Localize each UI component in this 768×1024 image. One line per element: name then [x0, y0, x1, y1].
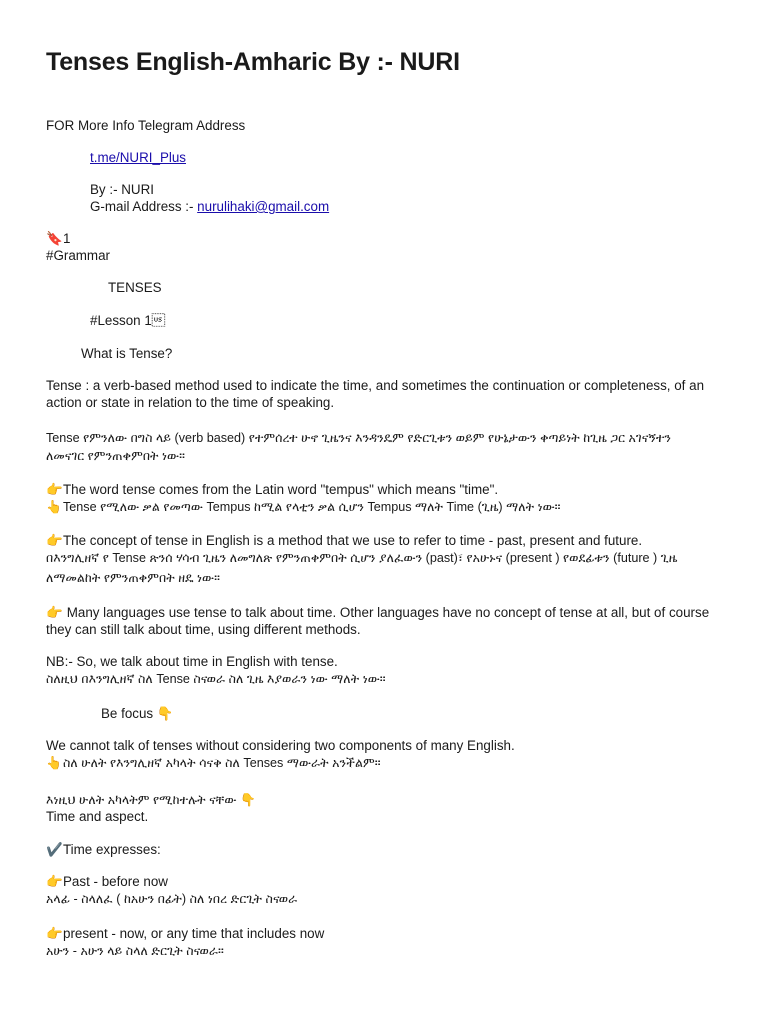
concept-en: The concept of tense in English is a method that we use to refer to time - past, present and future.: [63, 533, 643, 548]
pointing-up-icon: 👆: [46, 500, 62, 514]
lesson-label: #Lesson 1: [90, 313, 166, 328]
definition-am-line-2: ለመናገር የምንጠቀምበት ነው።: [46, 449, 186, 463]
concept-am-line-2: ለማመልከት የምንጠቀምበት ዘዴ ነው።: [46, 571, 220, 585]
past-en: Past - before now: [63, 874, 168, 889]
tenses-heading: TENSES: [108, 280, 162, 295]
components-am: ስለ ሁለት የእንግሊዘኛ አካላት ሳናቅ ስለ Tenses ማውራት አንችልም።: [63, 756, 381, 770]
bookmark-number: 1: [63, 231, 71, 246]
definition-en-line-1: Tense : a verb-based method used to indicate the time, and sometimes the continuation or completeness, of an: [46, 378, 705, 393]
present-en-row: [46, 925, 324, 942]
pointing-right-icon: 👉: [46, 926, 63, 941]
origin-en-row: [46, 481, 498, 498]
info-label: FOR More Info Telegram Address: [46, 118, 246, 133]
question: What is Tense?: [81, 346, 173, 361]
bookmark-icon: 🔖: [46, 231, 63, 246]
languages-line-2: they can still talk about time, using different methods.: [46, 622, 361, 637]
document-title: Tenses English-Amharic By :- NURI: [46, 48, 460, 76]
hashtag: #Grammar: [46, 248, 110, 263]
time-expresses: Time expresses:: [63, 842, 161, 857]
origin-am-row: [46, 499, 561, 516]
nb-am: ስለዚህ በእንግሊዘኛ ስለ Tense ስናወራ ስለ ጊዜ እያወራን ነው ማለት ነው።: [46, 672, 386, 686]
pointing-up-icon: 👆: [46, 756, 62, 770]
time-expresses-row: [46, 841, 161, 858]
check-icon: ✔️: [46, 842, 63, 857]
origin-en: The word tense comes from the Latin word "tempus" which means "time".: [63, 482, 499, 497]
nb-en: NB:- So, we talk about time in English with tense.: [46, 654, 338, 669]
components-en: We cannot talk of tenses without considering two components of many English.: [46, 738, 515, 753]
languages-line-1: Many languages use tense to talk about time. Other languages have no concept of tense at all, but of course: [63, 605, 710, 620]
pointing-down-icon: 👇: [240, 793, 256, 807]
bookmark-row: [46, 230, 70, 247]
present-en: present - now, or any time that includes now: [63, 926, 325, 941]
present-am: አሁን - አሁን ላይ ስላለ ድርጊት ስናወራ።: [46, 944, 224, 958]
be-focus-row: [101, 705, 174, 722]
followed-am-row: [46, 792, 257, 809]
pointing-right-icon: 👉: [46, 605, 63, 620]
telegram-link[interactable]: t.me/NURI_Plus: [90, 150, 186, 165]
pointing-right-icon: 👉: [46, 533, 63, 548]
concept-am-line-1: በእንግሊዘኛ የ Tense ጽንሰ ሃሳብ ጊዜን ለመግለጽ የምንጠቀምበት ሲሆን ያለፈውን (past)፣ የአሁኑና (present ) የወደፊቱን (future ) ጊዜ: [46, 551, 678, 565]
gmail-row: [90, 198, 329, 215]
origin-am: Tense የሚለው ቃል የመጣው Tempus ከሚል የላቲን ቃል ሲሆን Tempus ማለት Time (ጊዜ) ማለት ነው።: [63, 500, 561, 514]
languages-row: [46, 604, 709, 621]
followed-am: እነዚህ ሁለት አካላትም የሚከተሉት ናቸው: [46, 793, 237, 807]
definition-am-line-1: Tense የምንለው በግስ ላይ (verb based) የተምሰረተ ሁኖ ጊዜንና እንዳንዴም የድርጊቱን ወይም የሁኔታውን ቀጣይነት ከጊዜ ጋር አገናኝተን: [46, 431, 671, 445]
past-en-row: [46, 873, 168, 890]
components-am-row: [46, 755, 381, 772]
pointing-right-icon: 👉: [46, 874, 63, 889]
pointing-right-icon: 👉: [46, 482, 63, 497]
gmail-label: G-mail Address :-: [90, 199, 194, 214]
by-line: By :- NURI: [90, 182, 154, 197]
telegram-row: [90, 149, 186, 166]
gmail-link[interactable]: nurulihaki@gmail.com: [197, 199, 330, 214]
concept-en-row: [46, 532, 642, 549]
time-aspect: Time and aspect.: [46, 809, 149, 824]
be-focus: Be focus: [101, 706, 154, 721]
definition-en-line-2: action or state in relation to the time of speaking.: [46, 395, 335, 410]
past-am: አላፊ - ስላለፈ ( ከአሁን በፊት) ስለ ነበረ ድርጊት ስናወራ: [46, 892, 298, 906]
pointing-down-icon: 👇: [156, 706, 174, 721]
